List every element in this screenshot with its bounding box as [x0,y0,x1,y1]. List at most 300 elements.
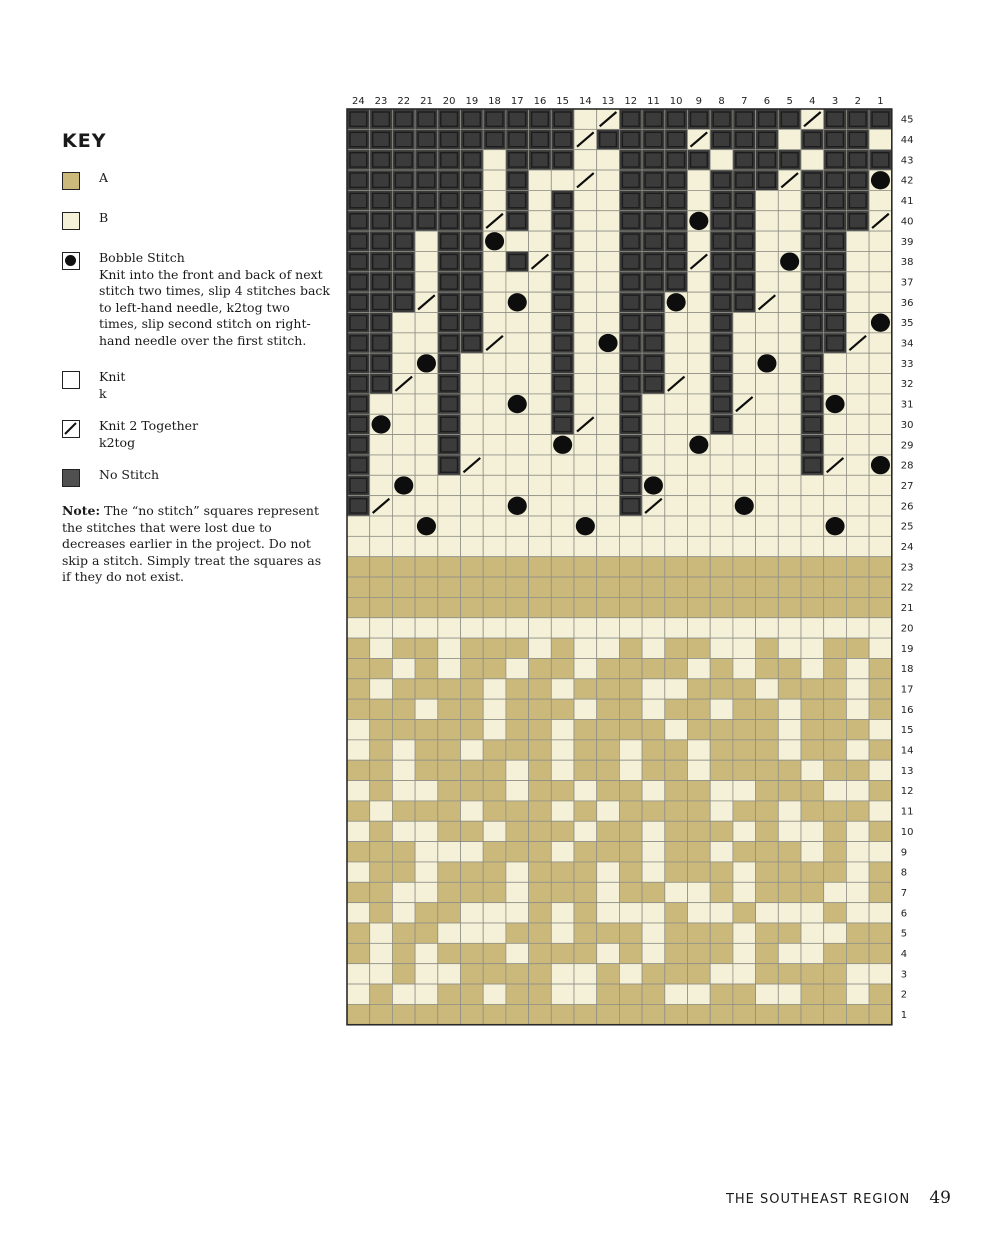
chart-cell [846,862,869,882]
chart-cell [869,964,892,984]
chart-cell [756,658,779,678]
chart-cell [688,638,711,658]
chart-cell [370,984,393,1004]
chart-cell [733,842,756,862]
chart-cell [551,740,574,760]
chart-cell [392,821,415,841]
chart-cell [370,903,393,923]
chart-cell [733,557,756,577]
chart-cell [756,272,779,292]
chart-cell [597,231,620,251]
chart-cell [642,862,665,882]
chart-cell [846,638,869,658]
chart-cell [801,496,824,516]
chart-cell [529,618,552,638]
chart-cell [710,943,733,963]
chart-cell [529,984,552,1004]
chart-cell [710,842,733,862]
chart-cell [756,455,779,475]
chart-cell [415,964,438,984]
chart-cell [461,842,484,862]
chart-cell [597,882,620,902]
chart-cell [597,455,620,475]
chart-cell [506,516,529,536]
chart-cell [529,394,552,414]
chart-cell [756,923,779,943]
chart-cell [846,679,869,699]
chart-cell [756,821,779,841]
chart-cell [778,211,801,231]
key-label: Bobble Stitch [99,250,185,265]
chart-cell [869,720,892,740]
chart-cell [597,760,620,780]
bobble-mark [689,436,708,454]
chart-cell [506,618,529,638]
chart-cell [415,577,438,597]
chart-cell [574,374,597,394]
chart-cell [665,333,688,353]
chart-cell [392,923,415,943]
chart-cell [665,475,688,495]
chart-cell [597,374,620,394]
chart-cell [392,801,415,821]
key-label: Knit 2 Together [99,418,199,433]
chart-cell [483,272,506,292]
chart-cell [710,658,733,678]
chart-cell [415,984,438,1004]
row-label: 18 [900,664,914,676]
chart-cell [846,842,869,862]
chart-cell [869,658,892,678]
chart-cell [415,781,438,801]
chart-cell [756,557,779,577]
chart-cell [642,964,665,984]
chart-cell [801,943,824,963]
chart-cell [869,679,892,699]
chart-cell [415,394,438,414]
chart-cell [869,781,892,801]
chart-cell [529,638,552,658]
chart-cell [438,679,461,699]
chart-cell [824,658,847,678]
chart-cell [778,557,801,577]
chart-cell [688,740,711,760]
chart-cell [370,557,393,577]
chart-cell [461,496,484,516]
chart-cell [756,577,779,597]
chart-cell [733,638,756,658]
chart-cell [710,150,733,170]
row-label: 1 [900,1010,908,1022]
chart-cell [665,862,688,882]
chart-cell [438,720,461,740]
chart-cell [688,455,711,475]
chart-cell [529,862,552,882]
chart-cell [642,577,665,597]
chart-cell [551,699,574,719]
chart-cell [438,638,461,658]
chart-cell [778,842,801,862]
chart-cell [733,699,756,719]
chart-cell [551,679,574,699]
chart-cell [778,313,801,333]
row-label: 38 [900,257,914,269]
row-label: 39 [900,236,914,248]
chart-cell [529,272,552,292]
chart-cell [483,353,506,373]
chart-cell [574,333,597,353]
chart-cell [506,760,529,780]
chart-cell [824,882,847,902]
chart-cell [461,414,484,434]
chart-cell [778,760,801,780]
chart-cell [778,536,801,556]
chart-cell [619,516,642,536]
chart-cell [801,821,824,841]
chart-cell [824,842,847,862]
chart-cell [574,984,597,1004]
chart-cell [415,414,438,434]
chart-cell [801,516,824,536]
chart-cell [688,313,711,333]
chart-cell [529,435,552,455]
chart-cell [642,943,665,963]
chart-cell [415,597,438,617]
chart-cell [756,211,779,231]
chart-cell [392,760,415,780]
chart-cell [665,435,688,455]
chart-cell [846,374,869,394]
chart-cell [574,536,597,556]
chart-cell [688,882,711,902]
chart-cell [461,801,484,821]
chart-cell [392,903,415,923]
chart-cell [824,964,847,984]
chart-cell [801,740,824,760]
chart-cell [574,943,597,963]
chart-cell [824,374,847,394]
column-label: 3 [831,96,839,107]
chart-cell [710,862,733,882]
chart-cell [461,760,484,780]
column-label: 18 [488,96,501,107]
chart-cell [846,923,869,943]
chart-cell [483,577,506,597]
chart-cell [756,414,779,434]
chart-cell [869,760,892,780]
chart-cell [710,557,733,577]
chart-cell [461,353,484,373]
chart-cell [733,862,756,882]
chart-cell [483,862,506,882]
column-label: 8 [718,96,725,107]
chart-cell [824,353,847,373]
column-label: 12 [624,96,638,107]
chart-cell [415,536,438,556]
chart-cell [688,720,711,740]
chart-cell [846,496,869,516]
chart-cell [846,658,869,678]
chart-cell [415,760,438,780]
chart-cell [551,1004,574,1024]
chart-cell [688,374,711,394]
chart-cell [438,699,461,719]
chart-cell [801,903,824,923]
chart-cell [597,842,620,862]
chart-cell [370,394,393,414]
chart-cell [347,801,370,821]
chart-cell [483,882,506,902]
chart-cell [619,536,642,556]
chart-cell [846,699,869,719]
chart-cell [869,597,892,617]
chart-cell [665,740,688,760]
chart-cell [597,740,620,760]
chart-cell [506,638,529,658]
chart-cell [370,618,393,638]
chart-cell [415,658,438,678]
bobble-mark [871,171,890,189]
chart-cell [710,699,733,719]
chart-cell [392,353,415,373]
chart-cell [483,313,506,333]
chart-cell [597,435,620,455]
chart-cell [415,903,438,923]
chart-cell [733,414,756,434]
chart-cell [370,455,393,475]
chart-cell [665,882,688,902]
row-label: 20 [900,623,914,635]
chart-cell [483,923,506,943]
chart-cell [529,821,552,841]
chart-cell [846,231,869,251]
chart-cell [438,801,461,821]
column-label: 5 [786,96,793,107]
bobble-mark [372,415,391,433]
row-label: 2 [900,989,908,1001]
chart-cell [619,699,642,719]
chart-cell [733,760,756,780]
chart-cell [370,699,393,719]
chart-cell [597,394,620,414]
chart-cell [392,414,415,434]
chart-cell [483,170,506,190]
chart-cell [824,475,847,495]
chart-cell [461,577,484,597]
chart-cell [529,475,552,495]
chart-cell [778,1004,801,1024]
chart-cell [778,882,801,902]
chart-cell [710,618,733,638]
bobble-mark [780,252,799,270]
chart-cell [461,475,484,495]
chart-cell [597,190,620,210]
chart-cell [415,557,438,577]
chart-cell [869,536,892,556]
chart-cell [619,862,642,882]
chart-cell [801,536,824,556]
chart-cell [461,638,484,658]
chart-cell [551,577,574,597]
chart-cell [347,658,370,678]
chart-cell [392,658,415,678]
chart-cell [347,964,370,984]
chart-cell [597,862,620,882]
chart-cell [710,496,733,516]
row-label: 32 [900,379,914,391]
column-label: 23 [374,96,388,107]
chart-cell [733,984,756,1004]
chart-cell [778,475,801,495]
chart-cell [574,394,597,414]
chart-cell [438,781,461,801]
chart-cell [347,760,370,780]
chart-cell [733,1004,756,1024]
bobble-mark [417,517,436,535]
chart-cell [483,903,506,923]
chart-cell [756,740,779,760]
chart-cell [347,781,370,801]
chart-cell [688,903,711,923]
chart-cell [665,1004,688,1024]
chart-cell [529,882,552,902]
chart-cell [392,1004,415,1024]
chart-cell [710,597,733,617]
column-label: 1 [877,96,884,107]
chart-cell [846,943,869,963]
chart-cell [846,760,869,780]
chart-cell [597,658,620,678]
chart-cell [846,801,869,821]
chart-cell [642,414,665,434]
chart-cell [688,943,711,963]
chart-cell [619,740,642,760]
chart-cell [392,333,415,353]
chart-cell [438,882,461,902]
chart-cell [551,781,574,801]
chart-cell [461,923,484,943]
chart-cell [801,1004,824,1024]
chart-cell [801,679,824,699]
chart-cell [619,577,642,597]
chart-cell [551,170,574,190]
chart-cell [370,435,393,455]
chart-cell [597,903,620,923]
chart-cell [778,821,801,841]
chart-cell [415,699,438,719]
chart-cell [392,455,415,475]
chart-cell [642,984,665,1004]
chart-cell [506,923,529,943]
chart-cell [688,781,711,801]
chart-cell [801,720,824,740]
chart-cell [733,923,756,943]
bobble-mark [417,354,436,372]
chart-cell [801,801,824,821]
row-label: 15 [900,725,914,737]
chart-cell [688,760,711,780]
chart-cell [506,882,529,902]
chart-cell [438,516,461,536]
chart-cell [483,516,506,536]
chart-cell [688,394,711,414]
chart-cell [688,557,711,577]
chart-cell [483,842,506,862]
chart-cell [710,801,733,821]
chart-cell [846,394,869,414]
chart-cell [846,720,869,740]
chart-cell [574,597,597,617]
chart-cell [801,475,824,495]
row-label: 34 [900,338,914,350]
chart-cell [506,781,529,801]
chart-cell [529,516,552,536]
chart-cell [846,516,869,536]
chart-cell [778,374,801,394]
chart-cell [665,557,688,577]
chart-cell [347,679,370,699]
chart-cell [347,882,370,902]
row-label: 29 [900,440,914,452]
chart-cell [347,638,370,658]
chart-cell [392,964,415,984]
chart-cell [869,984,892,1004]
chart-cell [597,597,620,617]
column-label: 4 [809,96,816,107]
chart-cell [665,842,688,862]
chart-cell [801,638,824,658]
chart-cell [461,821,484,841]
chart-cell [619,903,642,923]
chart-cell [529,781,552,801]
chart-cell [438,475,461,495]
chart-cell [619,638,642,658]
chart-cell [665,394,688,414]
chart-cell [869,699,892,719]
chart-cell [824,536,847,556]
chart-cell [529,374,552,394]
region-title: THE SOUTHEAST REGION [725,1192,911,1207]
row-label: 5 [900,928,908,940]
chart-cell [597,984,620,1004]
column-label: 13 [601,96,615,107]
chart-cell [824,720,847,740]
chart-cell [710,1004,733,1024]
chart-cell [597,414,620,434]
bobble-mark [485,232,504,250]
chart-cell [710,882,733,902]
chart-cell [688,190,711,210]
bobble-mark [599,334,618,352]
chart-cell [574,109,597,129]
chart-cell [415,923,438,943]
chart-cell [665,638,688,658]
chart-cell [710,577,733,597]
chart-cell [642,699,665,719]
chart-cell [574,190,597,210]
row-label: 30 [900,419,914,431]
chart-cell [733,333,756,353]
row-label: 16 [900,704,914,716]
row-label: 11 [900,806,914,818]
chart-cell [438,577,461,597]
chart-cell [483,597,506,617]
chart-cell [619,781,642,801]
chart-cell [483,496,506,516]
chart-cell [551,475,574,495]
note-label: Note: [62,503,101,518]
chart-cell [846,821,869,841]
